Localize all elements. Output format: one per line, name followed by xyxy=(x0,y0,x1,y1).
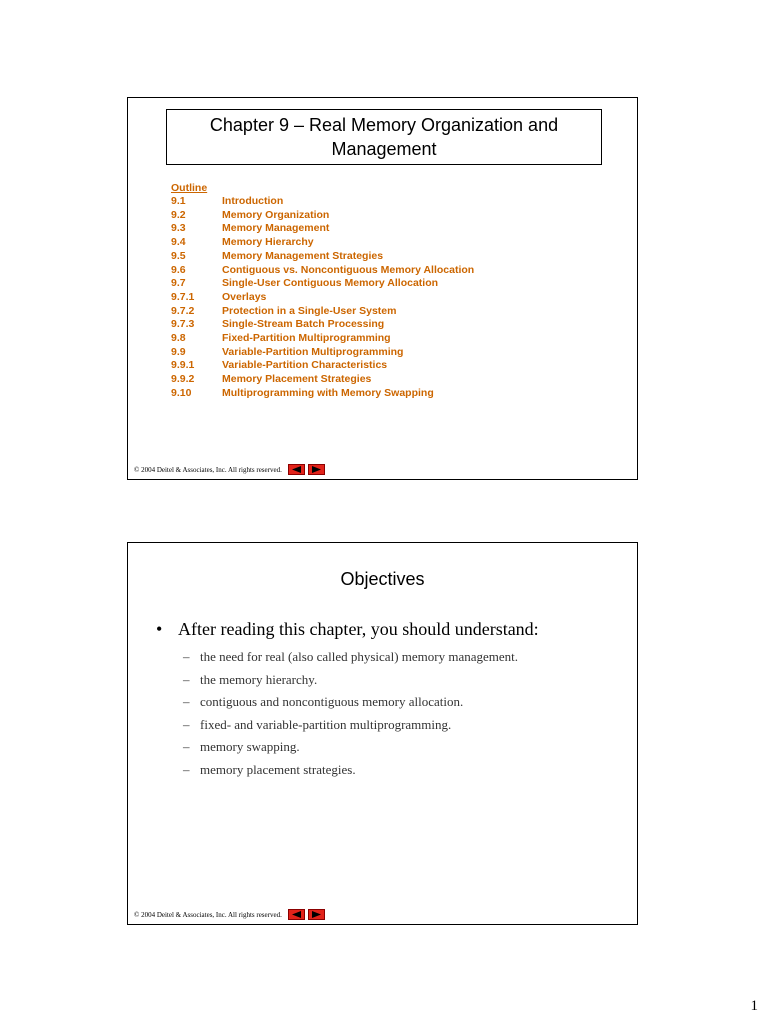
outline-item-text: Memory Organization xyxy=(222,208,330,221)
outline-item-number: 9.9.2 xyxy=(171,373,195,386)
outline-item-text: Single-User Contiguous Memory Allocation xyxy=(222,277,439,290)
outline-item-text: Overlays xyxy=(222,290,267,303)
objective-text: contiguous and noncontiguous memory allocation. xyxy=(200,694,464,710)
outline-item[interactable] xyxy=(171,236,474,250)
outline-item-number: 9.6 xyxy=(171,263,186,276)
outline-item-text: Multiprogramming with Memory Swapping xyxy=(222,386,434,399)
outline-list xyxy=(171,182,474,401)
outline-item-number: 9.5 xyxy=(171,249,186,262)
next-slide-button[interactable] xyxy=(308,464,325,475)
bullet-dot: • xyxy=(156,619,163,639)
dash-bullet: – xyxy=(183,739,190,755)
previous-slide-button[interactable] xyxy=(288,909,305,920)
objective-text: memory placement strategies. xyxy=(200,761,356,777)
objectives-list xyxy=(183,646,518,782)
outline-item-text: Variable-Partition Characteristics xyxy=(222,359,388,372)
dash-bullet: – xyxy=(183,761,190,777)
outline-item-number: 9.7 xyxy=(171,277,186,290)
objective-item xyxy=(183,669,518,692)
dash-bullet: – xyxy=(183,671,190,687)
outline-item[interactable] xyxy=(171,195,474,209)
outline-item[interactable] xyxy=(171,346,474,360)
outline-item[interactable] xyxy=(171,359,474,373)
outline-item-text: Contiguous vs. Noncontiguous Memory Allocation xyxy=(222,263,475,276)
outline-item-number: 9.1 xyxy=(171,195,186,207)
outline-item[interactable] xyxy=(171,305,474,319)
previous-arrow-icon xyxy=(292,466,301,473)
objective-text: fixed- and variable-partition multiprogramming. xyxy=(200,716,452,732)
slide-footer xyxy=(134,909,325,920)
outline-item-number: 9.7.2 xyxy=(171,304,195,317)
slide-title: Chapter 9 – Real Memory Organization and Management xyxy=(209,115,559,159)
objective-text: the need for real (also called physical) memory management. xyxy=(200,649,519,664)
outline-item[interactable] xyxy=(171,250,474,264)
outline-item-text: Variable-Partition Multiprogramming xyxy=(222,345,404,358)
dash-bullet: – xyxy=(183,694,190,710)
slide-chapter-outline xyxy=(127,97,638,480)
outline-item[interactable] xyxy=(171,373,474,387)
outline-item-text: Memory Placement Strategies xyxy=(222,373,372,386)
objective-item xyxy=(183,759,518,782)
objective-item xyxy=(183,714,518,737)
dash-bullet: – xyxy=(183,649,190,664)
outline-item[interactable] xyxy=(171,264,474,278)
outline-item-number: 9.2 xyxy=(171,208,186,221)
objective-item xyxy=(183,691,518,714)
outline-item-text: Fixed-Partition Multiprogramming xyxy=(222,332,391,345)
previous-slide-button[interactable] xyxy=(288,464,305,475)
objective-item xyxy=(183,736,518,759)
outline-item[interactable] xyxy=(171,318,474,332)
outline-item-number: 9.10 xyxy=(171,386,192,399)
outline-item[interactable] xyxy=(171,387,474,401)
page-number: 1 xyxy=(750,998,758,1014)
slide-objectives xyxy=(127,542,638,925)
main-bullet-text: After reading this chapter, you should understand: xyxy=(178,619,539,639)
objective-item xyxy=(183,646,518,669)
outline-item[interactable] xyxy=(171,222,474,236)
copyright-text: © 2004 Deitel & Associates, Inc. All rights reserved. xyxy=(134,465,282,474)
outline-item[interactable] xyxy=(171,291,474,305)
outline-item-number: 9.7.1 xyxy=(171,290,195,303)
previous-arrow-icon xyxy=(292,911,301,918)
outline-item[interactable] xyxy=(171,209,474,223)
next-arrow-icon xyxy=(312,911,321,918)
next-slide-button[interactable] xyxy=(308,909,325,920)
outline-item-text: Memory Management xyxy=(222,222,330,235)
next-arrow-icon xyxy=(312,466,321,473)
objective-text: memory swapping. xyxy=(200,739,300,755)
outline-item-number: 9.7.3 xyxy=(171,318,195,331)
outline-item-number: 9.8 xyxy=(171,332,186,345)
outline-item-number: 9.4 xyxy=(171,236,186,249)
dash-bullet: – xyxy=(183,716,190,732)
outline-item-number: 9.9.1 xyxy=(171,359,195,372)
outline-item-text: Single-Stream Batch Processing xyxy=(222,318,385,331)
outline-item-text: Memory Hierarchy xyxy=(222,236,314,249)
slide-footer xyxy=(134,464,325,475)
outline-item-text: Introduction xyxy=(222,195,284,207)
slide-title: Objectives xyxy=(340,569,425,589)
main-bullet xyxy=(156,619,539,640)
outline-item-text: Memory Management Strategies xyxy=(222,249,384,262)
outline-item-number: 9.9 xyxy=(171,345,186,358)
outline-item-number: 9.3 xyxy=(171,222,186,235)
copyright-text: © 2004 Deitel & Associates, Inc. All rights reserved. xyxy=(134,910,282,919)
slide-title-box xyxy=(166,109,602,165)
outline-item[interactable] xyxy=(171,277,474,291)
outline-item-text: Protection in a Single-User System xyxy=(222,304,397,317)
outline-heading[interactable]: Outline xyxy=(171,182,208,194)
objective-text: the memory hierarchy. xyxy=(200,671,318,687)
outline-item[interactable] xyxy=(171,332,474,346)
